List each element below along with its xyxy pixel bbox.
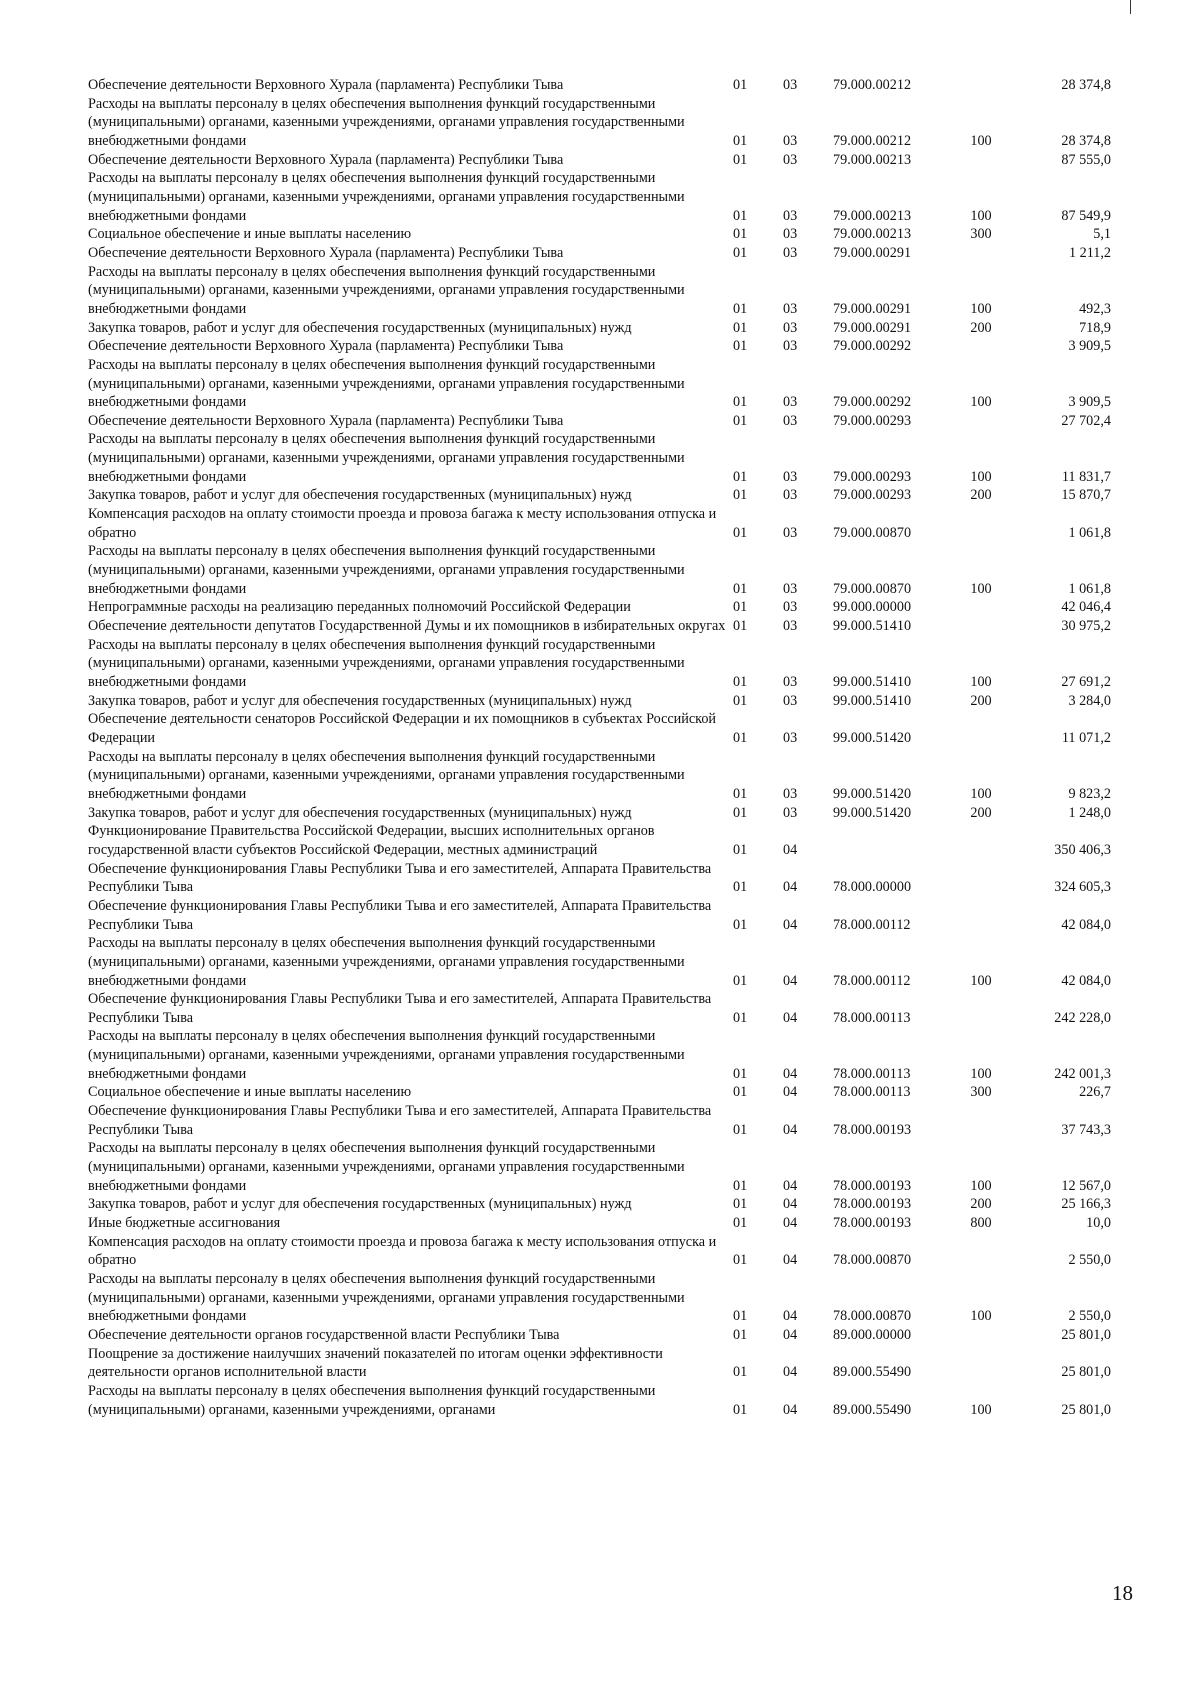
row-section-code: 01 (733, 618, 748, 635)
row-section-code: 01 (733, 972, 748, 989)
table-row (88, 244, 1128, 263)
row-name: Социальное обеспечение и иные выплаты населению (88, 1084, 412, 1101)
row-subsection-code: 03 (783, 226, 798, 243)
row-name: Расходы на выплаты персоналу в целях обеспечения выполнения функций государственными (муниципальными) органами, казенными учреждениями, органами управления государственными внебюджетными фондами (88, 543, 685, 597)
row-target-article: 79.000.00213 (833, 151, 912, 168)
table-row (88, 748, 1128, 804)
row-section-code: 01 (733, 300, 748, 317)
table-row (88, 1195, 1128, 1214)
row-subsection-code: 03 (783, 785, 798, 802)
row-section-code: 01 (733, 226, 748, 243)
row-subsection-code: 04 (783, 879, 798, 896)
row-name: Закупка товаров, работ и услуг для обеспечения государственных (муниципальных) нужд (88, 804, 632, 821)
row-target-article: 78.000.00193 (833, 1121, 912, 1138)
row-name: Расходы на выплаты персоналу в целях обеспечения выполнения функций государственными (муниципальными) органами, казенными учреждениями, органами управления государственными внебюджетными фондами (88, 170, 685, 224)
row-subsection-code: 04 (783, 1084, 798, 1101)
row-name: Иные бюджетные ассигнования (88, 1215, 281, 1232)
row-name: Обеспечение функционирования Главы Республики Тыва и его заместителей, Аппарата Правительства Республики Тыва (88, 1103, 712, 1138)
row-section-code: 01 (733, 207, 748, 224)
row-target-article: 78.000.00870 (833, 1308, 912, 1325)
row-section-code: 01 (733, 879, 748, 896)
table-row (88, 430, 1128, 486)
row-name: Поощрение за достижение наилучших значений показателей по итогам оценки эффективности деятельности органов исполнительной власти (88, 1345, 663, 1381)
row-target-article: 78.000.00112 (833, 972, 911, 989)
row-target-article: 78.000.00193 (833, 1196, 912, 1213)
row-expense-type: 200 (970, 487, 992, 504)
row-name: Компенсация расходов на оплату стоимости проезда и провоза багажа к месту использования отпуска и обратно (88, 1233, 717, 1269)
row-amount: 1 211,2 (1068, 244, 1111, 261)
row-section-code: 01 (733, 785, 748, 802)
row-target-article: 79.000.00291 (833, 244, 912, 261)
row-subsection-code: 03 (783, 394, 798, 411)
row-subsection-code: 04 (783, 1009, 798, 1026)
table-row (88, 337, 1128, 356)
row-target-article: 79.000.00212 (833, 77, 912, 93)
table-row (88, 1326, 1128, 1345)
row-name: Обеспечение деятельности депутатов Государственной Думы и их помощников в избирательных округах (88, 618, 726, 635)
row-amount: 1 061,8 (1068, 524, 1111, 541)
row-section-code: 01 (733, 244, 748, 261)
table-row (88, 934, 1128, 990)
row-expense-type: 100 (970, 300, 992, 317)
row-amount: 28 374,8 (1061, 77, 1111, 93)
row-expense-type: 100 (970, 674, 992, 690)
row-target-article: 99.000.51410 (833, 618, 912, 635)
row-amount: 30 975,2 (1061, 618, 1111, 635)
row-amount: 718,9 (1079, 319, 1111, 336)
row-name: Расходы на выплаты персоналу в целях обеспечения выполнения функций государственными (муниципальными) органами, казенными учреждениями, органами управления государственными внебюджетными фондами (88, 263, 685, 317)
row-section-code: 01 (733, 524, 748, 541)
row-expense-type: 100 (970, 468, 992, 485)
row-subsection-code: 04 (783, 1215, 798, 1232)
row-subsection-code: 03 (783, 132, 798, 149)
row-name: Расходы на выплаты персоналу в целях обеспечения выполнения функций государственными (муниципальными) органами, казенными учреждениями, органами управления государственными внебюджетными фондами (88, 935, 685, 989)
row-amount: 27 702,4 (1061, 412, 1111, 429)
row-target-article: 78.000.00113 (833, 1084, 911, 1101)
row-section-code: 01 (733, 1364, 748, 1381)
row-name: Обеспечение функционирования Главы Республики Тыва и его заместителей, Аппарата Правительства Республики Тыва (88, 860, 712, 896)
row-target-article: 99.000.00000 (833, 599, 912, 616)
row-subsection-code: 03 (783, 487, 798, 504)
row-name: Непрограммные расходы на реализацию переданных полномочий Российской Федерации (88, 599, 631, 616)
row-section-code: 01 (733, 1065, 748, 1082)
row-target-article: 79.000.00293 (833, 468, 912, 485)
row-amount: 242 228,0 (1054, 1009, 1111, 1026)
row-name: Расходы на выплаты персоналу в целях обеспечения выполнения функций государственными (муниципальными) органами, казенными учреждениями, органами (88, 1382, 656, 1418)
row-name: Обеспечение деятельности Верховного Хурала (парламента) Республики Тыва (88, 244, 564, 261)
table-row (88, 486, 1128, 505)
row-subsection-code: 03 (783, 244, 798, 261)
row-subsection-code: 03 (783, 338, 798, 355)
row-name: Расходы на выплаты персоналу в целях обеспечения выполнения функций государственными (муниципальными) органами, казенными учреждениями, органами управления государственными внебюджетными фондами (88, 95, 685, 149)
row-amount: 25 801,0 (1061, 1364, 1111, 1381)
row-subsection-code: 04 (783, 1196, 798, 1213)
row-amount: 9 823,2 (1068, 785, 1111, 802)
table-row (88, 319, 1128, 338)
row-amount: 3 909,5 (1068, 394, 1111, 411)
row-amount: 5,1 (1093, 226, 1111, 243)
table-row (88, 692, 1128, 711)
row-target-article: 79.000.00293 (833, 412, 912, 429)
row-expense-type: 100 (970, 1308, 992, 1325)
row-amount: 87 555,0 (1061, 151, 1111, 168)
row-name: Обеспечение функционирования Главы Республики Тыва и его заместителей, Аппарата Правительства Республики Тыва (88, 897, 712, 933)
row-expense-type: 100 (970, 1065, 992, 1082)
row-name: Расходы на выплаты персоналу в целях обеспечения выполнения функций государственными (муниципальными) органами, казенными учреждениями, органами управления государственными внебюджетными фондами (88, 431, 685, 485)
row-amount: 25 801,0 (1061, 1401, 1111, 1418)
row-amount: 1 248,0 (1068, 804, 1111, 821)
row-name: Обеспечение деятельности Верховного Хурала (парламента) Республики Тыва (88, 77, 564, 93)
row-name: Расходы на выплаты персоналу в целях обеспечения выполнения функций государственными (муниципальными) органами, казенными учреждениями, органами управления государственными внебюджетными фондами (88, 748, 685, 802)
row-amount: 25 166,3 (1061, 1196, 1111, 1213)
row-expense-type: 200 (970, 319, 992, 336)
row-target-article: 78.000.00000 (833, 879, 912, 896)
row-target-article: 79.000.00870 (833, 580, 912, 597)
row-section-code: 01 (733, 599, 748, 616)
row-subsection-code: 03 (783, 300, 798, 317)
row-target-article: 79.000.00291 (833, 300, 912, 317)
row-section-code: 01 (733, 319, 748, 336)
table-row (88, 1083, 1128, 1102)
table-row (88, 505, 1128, 542)
row-name: Функционирование Правительства Российской Федерации, высших исполнительных органов государственной власти субъектов Российской Федерации, местных администраций (88, 823, 655, 858)
row-name: Обеспечение деятельности Верховного Хурала (парламента) Республики Тыва (88, 412, 564, 429)
row-target-article: 99.000.51410 (833, 692, 912, 709)
table-row (88, 897, 1128, 934)
row-section-code: 01 (733, 1252, 748, 1269)
row-target-article: 79.000.00293 (833, 487, 912, 504)
table-row (88, 804, 1128, 823)
row-target-article: 79.000.00213 (833, 207, 912, 224)
row-section-code: 01 (733, 1401, 748, 1418)
row-section-code: 01 (733, 580, 748, 597)
row-target-article: 79.000.00212 (833, 132, 912, 149)
table-row (88, 225, 1128, 244)
table-row (88, 263, 1128, 319)
row-amount: 492,3 (1079, 300, 1111, 317)
table-row (88, 636, 1128, 692)
row-amount: 324 605,3 (1054, 879, 1111, 896)
row-section-code: 01 (733, 692, 748, 709)
row-amount: 28 374,8 (1061, 132, 1111, 149)
row-section-code: 01 (733, 729, 748, 746)
row-section-code: 01 (733, 841, 748, 858)
budget-table (88, 76, 1128, 1419)
row-target-article: 78.000.00193 (833, 1215, 912, 1232)
table-row (88, 1345, 1128, 1382)
row-name: Компенсация расходов на оплату стоимости проезда и провоза багажа к месту использования отпуска и обратно (88, 506, 717, 541)
table-row (88, 412, 1128, 431)
row-section-code: 01 (733, 1326, 748, 1343)
row-amount: 25 801,0 (1061, 1326, 1111, 1343)
row-subsection-code: 04 (783, 1177, 798, 1194)
row-name: Расходы на выплаты персоналу в целях обеспечения выполнения функций государственными (муниципальными) органами, казенными учреждениями, органами управления государственными внебюджетными фондами (88, 636, 685, 690)
row-section-code: 01 (733, 77, 748, 93)
row-name: Закупка товаров, работ и услуг для обеспечения государственных (муниципальных) нужд (88, 692, 632, 709)
row-expense-type: 100 (970, 132, 992, 149)
table-row (88, 151, 1128, 170)
page-number: 18 (1112, 1581, 1133, 1605)
row-section-code: 01 (733, 394, 748, 411)
row-target-article: 89.000.55490 (833, 1401, 912, 1418)
row-target-article: 89.000.55490 (833, 1364, 912, 1381)
table-row (88, 1139, 1128, 1195)
row-amount: 1 061,8 (1068, 580, 1111, 597)
table-row (88, 169, 1128, 225)
row-subsection-code: 03 (783, 468, 798, 485)
row-subsection-code: 03 (783, 151, 798, 168)
row-target-article: 99.000.51420 (833, 785, 912, 802)
row-subsection-code: 03 (783, 207, 798, 224)
row-amount: 42 084,0 (1061, 972, 1111, 989)
row-expense-type: 100 (970, 580, 992, 597)
row-target-article: 79.000.00292 (833, 394, 912, 411)
row-target-article: 99.000.51410 (833, 674, 912, 690)
row-name: Обеспечение деятельности Верховного Хурала (парламента) Республики Тыва (88, 151, 564, 168)
row-expense-type: 200 (970, 692, 992, 709)
row-target-article: 99.000.51420 (833, 804, 912, 821)
row-section-code: 01 (733, 916, 748, 933)
row-section-code: 01 (733, 1196, 748, 1213)
row-amount: 242 001,3 (1054, 1065, 1111, 1082)
row-section-code: 01 (733, 1009, 748, 1026)
row-section-code: 01 (733, 151, 748, 168)
table-row (88, 76, 1128, 95)
row-expense-type: 100 (970, 1401, 992, 1418)
row-target-article: 78.000.00112 (833, 916, 911, 933)
row-subsection-code: 03 (783, 599, 798, 616)
row-expense-type: 100 (970, 207, 992, 224)
row-name: Обеспечение функционирования Главы Республики Тыва и его заместителей, Аппарата Правительства Республики Тыва (88, 991, 712, 1026)
table-row (88, 542, 1128, 598)
row-target-article: 79.000.00213 (833, 226, 912, 243)
row-subsection-code: 04 (783, 1326, 798, 1343)
row-name: Расходы на выплаты персоналу в целях обеспечения выполнения функций государственными (муниципальными) органами, казенными учреждениями, органами управления государственными внебюджетными фондами (88, 1028, 685, 1082)
row-subsection-code: 03 (783, 77, 798, 93)
table-row (88, 95, 1128, 151)
row-expense-type: 100 (970, 785, 992, 802)
row-target-article: 78.000.00193 (833, 1177, 912, 1194)
row-section-code: 01 (733, 1121, 748, 1138)
row-section-code: 01 (733, 412, 748, 429)
table-row (88, 1233, 1128, 1270)
row-subsection-code: 03 (783, 524, 798, 541)
row-expense-type: 200 (970, 1196, 992, 1213)
row-amount: 42 084,0 (1061, 916, 1111, 933)
row-subsection-code: 03 (783, 412, 798, 429)
row-subsection-code: 04 (783, 972, 798, 989)
row-target-article: 89.000.00000 (833, 1326, 912, 1343)
row-target-article: 78.000.00113 (833, 1009, 911, 1026)
row-amount: 10,0 (1086, 1215, 1111, 1232)
table-row (88, 1382, 1128, 1419)
row-subsection-code: 04 (783, 1364, 798, 1381)
table-row (88, 1027, 1128, 1083)
row-amount: 15 870,7 (1061, 487, 1111, 504)
row-subsection-code: 03 (783, 804, 798, 821)
row-name: Обеспечение деятельности органов государственной власти Республики Тыва (88, 1326, 560, 1343)
row-subsection-code: 03 (783, 729, 798, 746)
table-row (88, 990, 1128, 1027)
table-row (88, 1270, 1128, 1326)
row-name: Расходы на выплаты персоналу в целях обеспечения выполнения функций государственными (муниципальными) органами, казенными учреждениями, органами управления государственными внебюджетными фондами (88, 1271, 685, 1325)
row-amount: 3 284,0 (1068, 692, 1111, 709)
row-section-code: 01 (733, 1215, 748, 1232)
row-name: Обеспечение деятельности Верховного Хурала (парламента) Республики Тыва (88, 338, 564, 355)
row-subsection-code: 03 (783, 319, 798, 336)
row-name: Социальное обеспечение и иные выплаты населению (88, 226, 412, 243)
table-row (88, 1214, 1128, 1233)
row-section-code: 01 (733, 468, 748, 485)
row-section-code: 01 (733, 1084, 748, 1101)
row-subsection-code: 04 (783, 1401, 798, 1418)
row-name: Закупка товаров, работ и услуг для обеспечения государственных (муниципальных) нужд (88, 487, 632, 504)
row-subsection-code: 04 (783, 916, 798, 933)
row-target-article: 78.000.00113 (833, 1065, 911, 1082)
row-expense-type: 200 (970, 804, 992, 821)
row-target-article: 78.000.00870 (833, 1252, 912, 1269)
row-subsection-code: 04 (783, 1065, 798, 1082)
row-expense-type: 800 (970, 1215, 992, 1232)
row-target-article: 79.000.00292 (833, 338, 912, 355)
row-amount: 37 743,3 (1061, 1121, 1111, 1138)
row-section-code: 01 (733, 674, 748, 690)
row-expense-type: 100 (970, 1177, 992, 1194)
row-amount: 226,7 (1079, 1084, 1111, 1101)
scan-mark (1130, 0, 1131, 14)
row-subsection-code: 03 (783, 580, 798, 597)
table-row (88, 617, 1128, 636)
row-name: Обеспечение деятельности сенаторов Российской Федерации и их помощников в субъектах Российской Федерации (88, 711, 717, 746)
row-target-article: 99.000.51420 (833, 729, 912, 746)
table-row (88, 822, 1128, 859)
row-expense-type: 300 (970, 1084, 992, 1101)
row-amount: 27 691,2 (1061, 674, 1111, 690)
row-target-article: 79.000.00291 (833, 319, 912, 336)
row-subsection-code: 03 (783, 692, 798, 709)
row-section-code: 01 (733, 487, 748, 504)
row-subsection-code: 04 (783, 1308, 798, 1325)
table-row (88, 356, 1128, 412)
table-row (88, 860, 1128, 897)
row-amount: 2 550,0 (1068, 1308, 1111, 1325)
row-amount: 11 831,7 (1061, 468, 1111, 485)
row-section-code: 01 (733, 338, 748, 355)
table-row (88, 598, 1128, 617)
table-row (88, 1102, 1128, 1139)
row-name: Закупка товаров, работ и услуг для обеспечения государственных (муниципальных) нужд (88, 319, 632, 336)
row-section-code: 01 (733, 132, 748, 149)
row-name: Расходы на выплаты персоналу в целях обеспечения выполнения функций государственными (муниципальными) органами, казенными учреждениями, органами управления государственными внебюджетными фондами (88, 356, 685, 411)
row-amount: 350 406,3 (1054, 841, 1111, 858)
row-section-code: 01 (733, 1177, 748, 1194)
row-expense-type: 300 (970, 226, 992, 243)
row-target-article: 79.000.00870 (833, 524, 912, 541)
row-subsection-code: 04 (783, 841, 798, 858)
row-amount: 11 071,2 (1061, 729, 1111, 746)
row-subsection-code: 04 (783, 1252, 798, 1269)
row-amount: 3 909,5 (1068, 338, 1111, 355)
row-amount: 87 549,9 (1061, 207, 1111, 224)
row-subsection-code: 04 (783, 1121, 798, 1138)
table-row (88, 710, 1128, 747)
row-name: Закупка товаров, работ и услуг для обеспечения государственных (муниципальных) нужд (88, 1196, 632, 1213)
row-name: Расходы на выплаты персоналу в целях обеспечения выполнения функций государственными (муниципальными) органами, казенными учреждениями, органами управления государственными внебюджетными фондами (88, 1140, 685, 1194)
row-subsection-code: 03 (783, 674, 798, 690)
row-section-code: 01 (733, 1308, 748, 1325)
row-expense-type: 100 (970, 394, 992, 411)
row-expense-type: 100 (970, 972, 992, 989)
row-section-code: 01 (733, 804, 748, 821)
row-amount: 12 567,0 (1061, 1177, 1111, 1194)
row-amount: 42 046,4 (1061, 599, 1111, 616)
row-amount: 2 550,0 (1068, 1252, 1111, 1269)
row-subsection-code: 03 (783, 618, 798, 635)
